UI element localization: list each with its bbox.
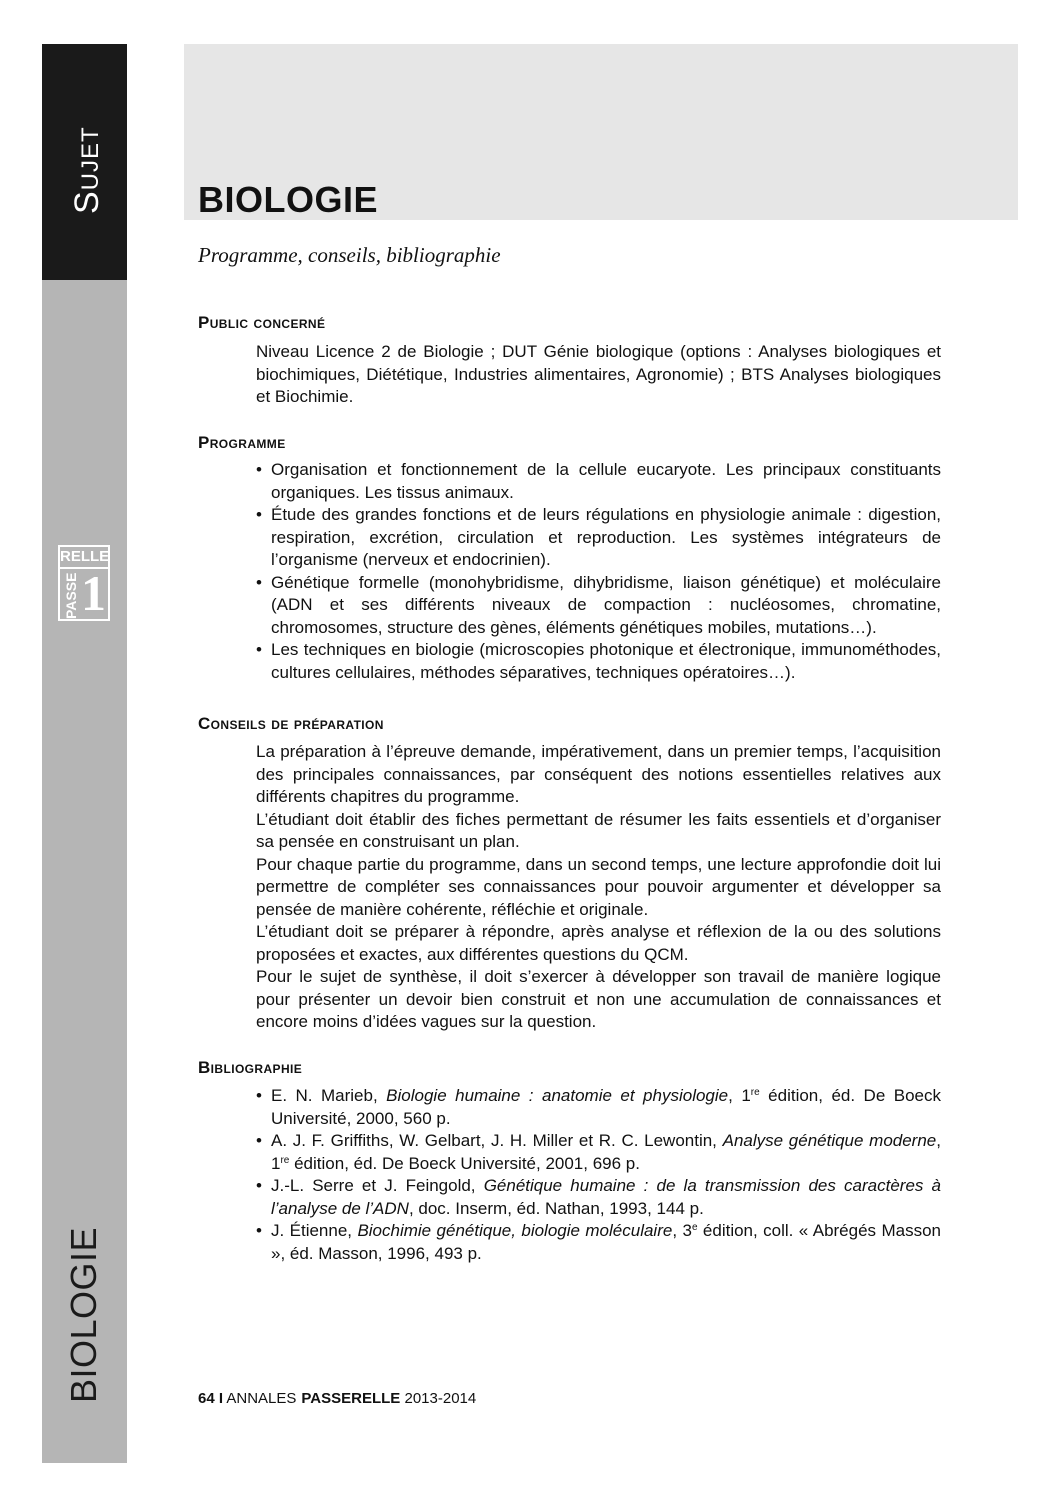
book-title: Biochimie génétique, biologie moléculaire — [357, 1221, 673, 1240]
list-item: • Les techniques en biologie (microscopies photonique et électronique, immunométhodes, cultures cellulaires, méthodes séparatives, techniques opératoires…). — [256, 639, 941, 684]
page-number: 64 — [198, 1390, 215, 1407]
bibliography-item: • E. N. Marieb, Biologie humaine : anatomie et physiologie, 1re édition, éd. De Boeck Université, 2000, 560 p. — [256, 1085, 941, 1130]
logo-relle-text: RELLE — [60, 547, 108, 569]
paragraph: Pour le sujet de synthèse, il doit s’exercer à développer son travail de manière logique pour présenter un devoir bien construit et non une accumulation de connaissances et encore moins d’idées vagues sur la question. — [256, 967, 941, 1031]
book-title: Biologie humaine : anatomie et physiologie — [386, 1086, 729, 1105]
page-title: BIOLOGIE — [198, 179, 379, 220]
sidebar-sujet-label: Sujet — [68, 126, 106, 214]
footer-brand: PASSERELLE — [301, 1390, 401, 1407]
list-item: • Génétique formelle (monohybridisme, dihybridisme, liaison génétique) et moléculaire (ADN et ses différents niveaux de compaction : nucléosomes, chromatine, chromosomes, structure des gènes, éléments génétiques mobiles, mutations…). — [256, 572, 941, 640]
section-heading-conseils: Conseils de préparation — [198, 714, 384, 733]
programme-list — [256, 459, 941, 684]
bibliography-item: • A. J. F. Griffiths, W. Gelbart, J. H. Miller et R. C. Lewontin, Analyse génétique moderne, 1re édition, éd. De Boeck Université, 2001, 696 p. — [256, 1130, 941, 1175]
book-title: Analyse génétique moderne — [722, 1131, 937, 1150]
bibliography-list — [256, 1085, 941, 1265]
list-item: • Organisation et fonctionnement de la cellule eucaryote. Les principaux constituants organiques. Les tissus animaux. — [256, 459, 941, 504]
bibliography-item: • J.-L. Serre et J. Feingold, Génétique humaine : de la transmission des caractères à l’analyse de l’ADN, doc. Inserm, éd. Nathan, 1993, 144 p. — [256, 1175, 941, 1220]
paragraph: L’étudiant doit se préparer à répondre, après analyse et réflexion de la ou des solutions proposées et exactes, aux différentes questions du QCM. — [256, 922, 941, 964]
footer-year: 2013-2014 — [404, 1390, 477, 1407]
footer-separator: I — [218, 1390, 224, 1407]
bibliography-item: • J. Étienne, Biochimie génétique, biologie moléculaire, 3e édition, coll. « Abrégés Masson », éd. Masson, 1996, 493 p. — [256, 1220, 941, 1265]
logo-passe-text: PASSE — [63, 572, 79, 619]
footer-annales: ANNALES — [226, 1390, 297, 1407]
sidebar-subject-label: BIOLOGIE — [63, 1226, 104, 1403]
paragraph: L’étudiant doit établir des fiches permettant de résumer les faits essentiels et d’organiser sa pensée en construisant un plan. — [256, 809, 941, 851]
page-subtitle: Programme, conseils, bibliographie — [198, 243, 501, 267]
public-text: Niveau Licence 2 de Biologie ; DUT Génie biologique (options : Analyses biologiques et biochimiques, Diététique, Industries alimentaires, Agronomie) ; BTS Analyses biologiques et Biochimie. — [256, 342, 941, 406]
paragraph: La préparation à l’épreuve demande, impérativement, dans un premier temps, l’acquisition des principales connaissances, par conséquent des notions essentielles relatives aux différents chapitres du programme. — [256, 742, 941, 806]
conseils-text — [256, 741, 941, 1034]
section-heading-programme: Programme — [198, 433, 286, 452]
section-heading-bibliographie: Bibliographie — [198, 1058, 303, 1077]
logo-number: 1 — [81, 565, 106, 621]
page-footer — [198, 1389, 476, 1409]
passerelle-logo — [58, 545, 110, 621]
paragraph: Pour chaque partie du programme, dans un second temps, une lecture approfondie doit lui permettre de compléter ses connaissances pour pouvoir argumenter et développer sa pensée de manière cohérente, réfléchie et originale. — [256, 854, 941, 919]
list-item: • Étude des grandes fonctions et de leurs régulations en physiologie animale : digestion, respiration, excrétion, circulation et reproduction. Les systèmes intégrateurs de l’organisme (nerveux et endocrinien). — [256, 504, 941, 572]
book-title: Génétique humaine : de la transmission des caractères à l’analyse de l’ADN — [271, 1176, 941, 1218]
section-heading-public: Public concerné — [198, 313, 326, 332]
